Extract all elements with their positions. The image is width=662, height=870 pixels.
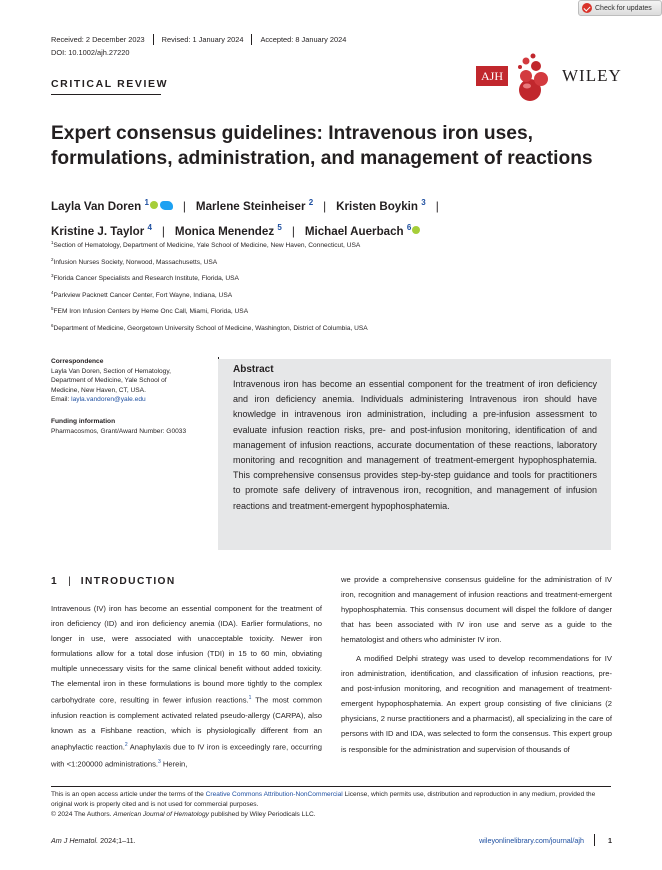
affiliation: $^3$Florida Cancer Specialists and Research Institute, Florida, USA (51, 273, 239, 283)
journal-url-link[interactable]: wileyonlinelibrary.com/journal/ajh (479, 836, 584, 845)
orcid-icon[interactable] (412, 226, 420, 234)
article-title (51, 121, 611, 171)
author[interactable]: Marlene Steinheiser $^2$ (195, 198, 314, 213)
divider (51, 94, 161, 95)
correspondence-email-line: Email: layla.vandoren@yale.edu (51, 396, 146, 404)
paragraph: A modified Delphi strategy was used to develop recommendations for IV iron administration, identification, and classification of infusion reactions, pre- and post-infusion monitoring, and recognition and management of treatment-emergent hypophosphatemia. An expert group consisting of five clinicians (2 physicians, 2 nurse practitioners and a pharmacist), all specializing in the care of persons with ID and IDA, was selected to form the consensus. This expert group is responsible for the administration and supervision of thousands of (341, 654, 612, 754)
divider (594, 834, 595, 846)
section-label: CRITICAL REVIEW (51, 78, 169, 90)
wiley-logo: WILEY (562, 66, 622, 85)
affiliation: $^4$Parkview Packnett Cancer Center, Fort Wayne, Indiana, USA (51, 289, 233, 299)
accepted-date: Accepted: 8 January 2024 (260, 35, 347, 44)
funding-text: Pharmacosmos, Grant/Award Number: G0033 (51, 427, 187, 435)
check-for-updates-button[interactable] (578, 0, 662, 16)
correspondence-line: Layla Van Doren, Section of Hematology, (51, 367, 171, 375)
license-text: This is an open access article under the terms of the Creative Commons Attribution-NonCommercial License, which permits use, distribution and reproduction in any medium, provided the original work is properly cited and is not used for commercial purposes. (51, 791, 596, 808)
author[interactable]: Layla Van Doren $^1$ (51, 200, 173, 213)
author[interactable]: Monica Menendez $^5$ (174, 222, 282, 238)
section-heading: 1 | INTRODUCTION (51, 576, 176, 587)
title-line: formulations, administration, and management of reactions (51, 148, 593, 169)
author-separator: | (435, 199, 439, 213)
divider (153, 34, 154, 45)
citation-link[interactable]: 2 (124, 741, 128, 748)
author[interactable]: Kristine J. Taylor $^4$ (51, 222, 152, 238)
correspondence-line: Medicine, New Haven, CT, USA. (51, 386, 146, 394)
author-separator: | (323, 199, 327, 213)
license-link[interactable]: Creative Commons Attribution-NonCommercial (205, 791, 343, 798)
license-footer (51, 790, 611, 819)
author-line (51, 217, 621, 242)
correspondence-line: Department of Medicine, Yale School of (51, 377, 167, 385)
citation-link[interactable]: 3 (158, 758, 161, 765)
doi[interactable]: DOI: 10.1002/ajh.27220 (51, 48, 130, 57)
author[interactable]: Kristen Boykin $^3$ (336, 198, 426, 213)
abstract-box (218, 359, 611, 550)
correspondence-block (51, 357, 211, 436)
author-separator: | (291, 224, 295, 238)
affiliation: $^6$Department of Medicine, Georgetown University School of Medicine, Washington, District of Columbia, USA (51, 322, 368, 332)
check-for-updates-label: Check for updates (595, 4, 652, 12)
author-separator: | (182, 199, 186, 213)
orcid-icon[interactable] (150, 201, 158, 209)
divider (251, 34, 252, 45)
ajh-logo: AJH (476, 66, 508, 86)
affiliation: $^2$Infusion Nurses Society, Norwood, Massachusetts, USA (51, 256, 218, 266)
abstract-text: Intravenous iron has become an essential component for the treatment of iron deficiency and iron deficiency anemia. Individuals administering Intravenous iron should have knowledge in intravenous iron administration, including a pre-infusion assessment to evaluate infusion reaction risks, pre- and post-infusion monitoring, identification of and management of infusion reactions, accurate documentation of these reactions, laboratory monitoring and recognition and management of treatment-emergent hypophosphatemia. This comprehensive consensus provides step-by-step guidance and tools for practitioners to promote safe delivery of intravenous iron, recognition, and management of infusion reactions and treatment-emergent hypophosphatemia. (233, 379, 597, 511)
email-link[interactable]: layla.vandoren@yale.edu (71, 396, 146, 404)
author-line (51, 192, 621, 217)
check-icon (582, 3, 592, 13)
paragraph: we provide a comprehensive consensus guideline for the administration of IV iron, recognition and management of infusion reactions and treatment-emergent hypophosphatemia. This consensus document will dispel the folklore of danger that has been associated with IV iron use and serve as a guide to the hematologist and others who administer IV iron. (341, 575, 612, 645)
author-list (51, 192, 621, 242)
affiliation: $^1$Section of Hematology, Department of Medicine, Yale School of Medicine, New Haven, Connecticut, USA (51, 240, 361, 250)
citation-link[interactable]: 1 (248, 695, 252, 702)
paragraph: Intravenous (IV) iron has become an essential component for the treatment of iron deficiency (ID) and iron deficiency anemia (IDA). Earlier formulations, no longer in use, were associated with unacceptable toxicity. Newer iron formulations allow for a total dose infusion (TDI) in 15 to 60 min, obviating multiple unnecessary visits for the same clinical benefit without added toxicity. The elemental iron in these formulations is bound more tightly to the complex carbohydrate core, resulting in fewer infusion reactions.$^1$ The most common infusion reaction is complement activated related pseudo-allergy (CARPA), also known as a Fishbane reaction, which is physiologically different from an anaphylactic reaction.$^2$ Anaphylaxis due to IV iron is exceedingly rare, occurring with <1:200000 administrations.$^3$ Herein, (51, 604, 323, 769)
revised-date: Revised: 1 January 2024 (161, 35, 244, 44)
abstract-heading: Abstract (233, 364, 274, 375)
affiliation: $^5$FEM Iron Infusion Centers by Heme Onc Call, Miami, Florida, USA (51, 306, 249, 316)
article-dates (51, 34, 346, 45)
twitter-icon[interactable] (160, 201, 173, 210)
received-date: Received: 2 December 2023 (51, 35, 145, 44)
divider (51, 786, 611, 787)
red-cells-logo-icon (508, 52, 554, 102)
body-column-left (51, 601, 322, 771)
author[interactable]: Michael Auerbach $^6$ (305, 225, 420, 238)
page-number: 1 (608, 836, 612, 845)
copyright-text: © 2024 The Authors. American Journal of Hematology published by Wiley Periodicals LLC. (51, 810, 316, 818)
correspondence-heading: Correspondence (51, 358, 104, 365)
affiliations (51, 240, 611, 339)
author-separator: | (161, 224, 165, 238)
title-line: Expert consensus guidelines: Intravenous iron uses, (51, 123, 533, 144)
journal-citation: Am J Hematol. 2024;1–11. (51, 836, 136, 845)
funding-heading: Funding information (51, 417, 116, 425)
body-column-right (341, 572, 612, 757)
